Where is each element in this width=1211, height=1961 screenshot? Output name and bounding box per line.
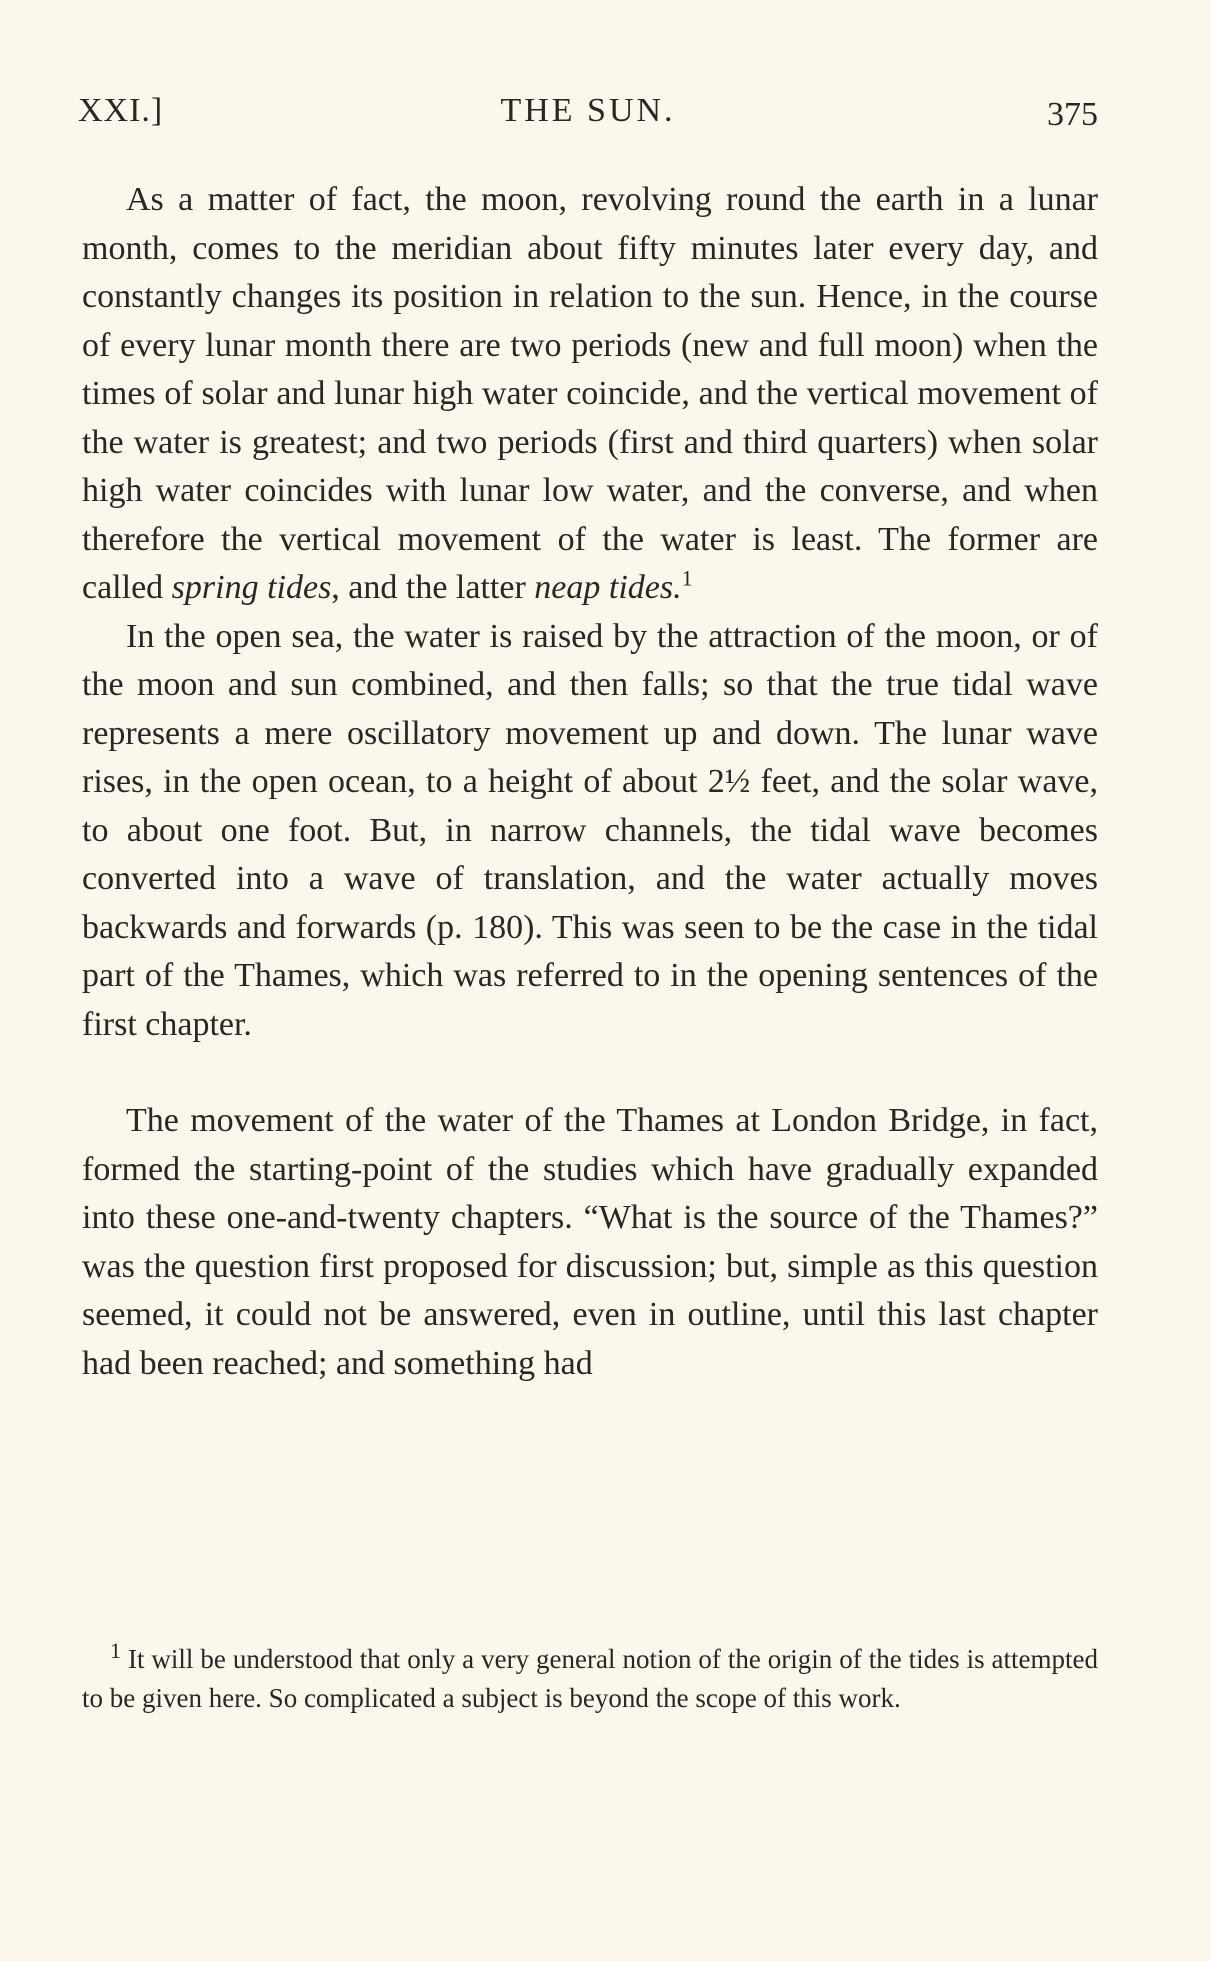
footnote-text: It will be understood that only a very general notion of the origin of the tides is attempted to be given here. So complicated a subject is beyond the scope of this work.: [82, 1644, 1099, 1713]
term-spring-tides: spring tides: [171, 569, 332, 606]
chapter-label: XXI.]: [78, 92, 164, 129]
paragraph-tides-spring-neap: [82, 176, 1098, 613]
page-number: 375: [1047, 96, 1098, 133]
paragraph-thames-movement: The movement of the water of the Thames at London Bridge, in fact, formed the starting-point of the studies which have gradually expanded into these one-and-twenty chapters. “What is the source of the Thames?” was the question first proposed for discussion; but, simple as this question seemed, it could not be answered, even in outline, until this last chapter had been reached; and something had: [82, 1102, 1098, 1382]
main-text: [82, 176, 1098, 1388]
paragraph-text: As a matter of fact, the moon, revolving round the earth in a lunar month, comes to the meridian about fifty minutes later every day, and constantly changes its position in relation to the sun. Hence, in the course of every lunar month there are two periods (new and full moon) when the times of solar and lunar high water coincide, and the vertical movement of the water is greatest; and two periods (first and third quarters) when solar high water coincides with lunar low water, and the converse, and when therefore the vertical movement of the water is least. The former are called: [82, 181, 1098, 606]
footnote: [82, 1640, 1098, 1718]
paragraph-open-sea: In the open sea, the water is raised by the attraction of the moon, or of the moon and sun combined, and then falls; so that the true tidal wave represents a mere oscillatory movement up and down. The lunar wave rises, in the open ocean, to a height of about 2½ feet, and the solar wave, to about one foot. But, in narrow channels, the tidal wave becomes converted into a wave of translation, and the water actually moves backwards and forwards (p. 180). This was seen to be the case in the tidal part of the Thames, which was referred to in the opening sentences of the first chapter.: [82, 617, 1098, 1043]
footnote-reference: 1: [681, 565, 693, 591]
running-header: [78, 92, 1098, 142]
term-neap-tides: neap tides.: [534, 569, 682, 606]
paragraph-text: , and the latter: [331, 569, 535, 606]
footnote-marker: 1: [110, 1638, 121, 1663]
running-title: THE SUN.: [500, 92, 676, 129]
